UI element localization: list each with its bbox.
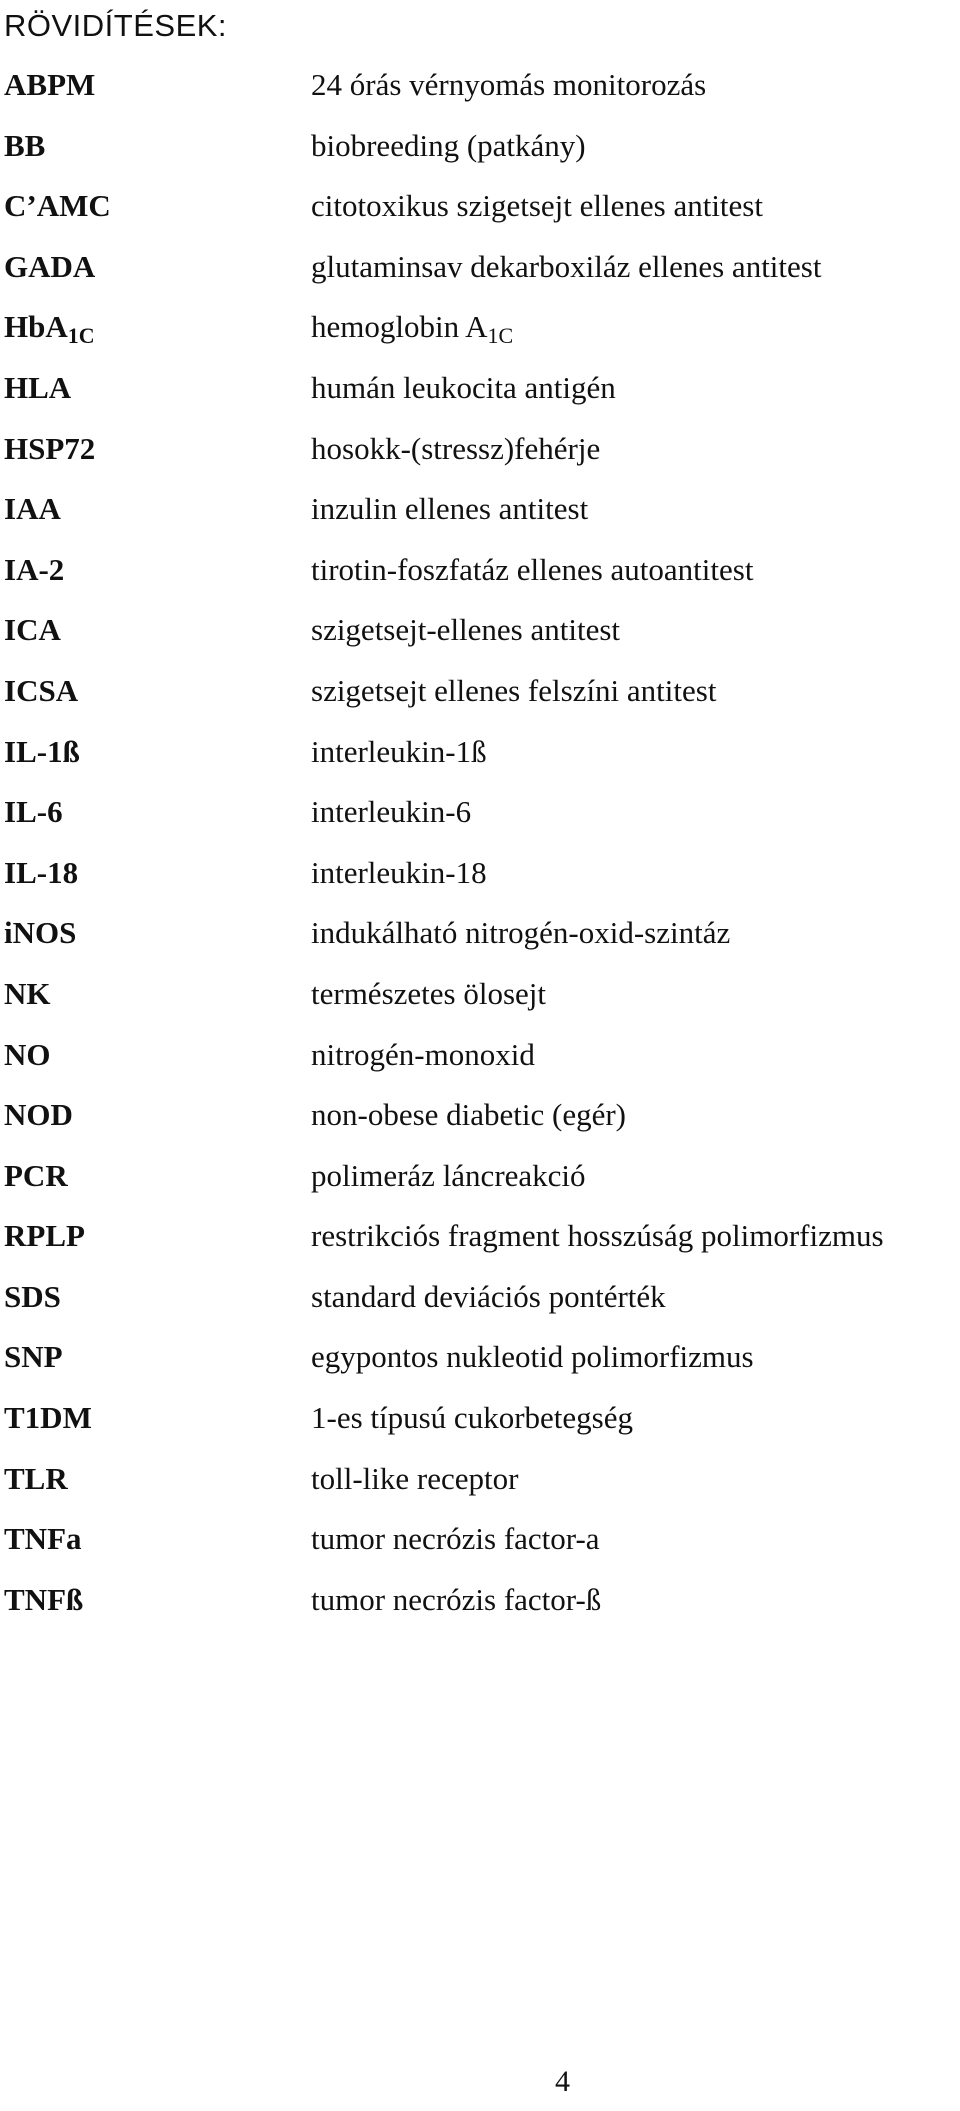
abbreviation-row — [0, 127, 960, 188]
abbreviation-definition: humán leukocita antigén — [311, 369, 616, 405]
abbreviation-definition: indukálható nitrogén-oxid-szintáz — [311, 915, 731, 951]
abbreviation-row — [0, 854, 960, 915]
abbreviation-term: HbA1C — [4, 309, 95, 349]
abbreviation-row — [0, 66, 960, 127]
abbreviation-definition: természetes ölosejt — [311, 975, 546, 1011]
abbreviation-definition: citotoxikus szigetsejt ellenes antitest — [311, 188, 763, 224]
abbreviation-definition: hemoglobin A1C — [311, 309, 514, 349]
abbreviation-row — [0, 1278, 960, 1339]
abbreviation-term: ICSA — [4, 672, 79, 708]
abbreviation-row — [0, 430, 960, 491]
page-number: 4 — [555, 2065, 570, 2098]
abbreviation-definition: restrikciós fragment hosszúság polimorfizmus — [311, 1218, 884, 1254]
abbreviation-row — [0, 611, 960, 672]
abbreviation-definition: interleukin-6 — [311, 794, 472, 830]
abbreviation-definition: glutaminsav dekarboxiláz ellenes antitest — [311, 248, 822, 284]
abbreviation-term: TNFa — [4, 1521, 82, 1557]
abbreviation-term: BB — [4, 127, 46, 163]
abbreviation-term: NK — [4, 975, 51, 1011]
abbreviation-term: PCR — [4, 1157, 68, 1193]
abbreviation-term: ABPM — [4, 67, 96, 102]
abbreviation-term: TLR — [4, 1460, 68, 1496]
subscript: 1C — [487, 323, 514, 349]
abbreviation-row — [0, 1460, 960, 1521]
abbreviation-term: IL-6 — [4, 794, 63, 830]
abbreviation-definition: interleukin-1ß — [311, 733, 487, 769]
abbreviation-definition: nitrogén-monoxid — [311, 1036, 535, 1072]
abbreviation-row — [0, 308, 960, 369]
abbreviation-row — [0, 551, 960, 612]
page-heading: RÖVIDÍTÉSEK: — [4, 8, 228, 43]
abbreviation-row — [0, 1096, 960, 1157]
abbreviation-term: T1DM — [4, 1400, 92, 1436]
abbreviation-definition: szigetsejt ellenes felszíni antitest — [311, 672, 717, 708]
abbreviation-term: IL-1ß — [4, 733, 80, 769]
abbreviation-definition: tumor necrózis factor-ß — [311, 1581, 602, 1617]
abbreviation-term: IL-18 — [4, 854, 79, 890]
abbreviation-row — [0, 187, 960, 248]
abbreviation-row — [0, 1217, 960, 1278]
abbreviation-term: ICA — [4, 612, 61, 648]
abbreviation-definition: 1-es típusú cukorbetegség — [311, 1400, 633, 1436]
abbreviation-term: NO — [4, 1036, 51, 1072]
abbreviation-row — [0, 1338, 960, 1399]
subscript: 1C — [67, 323, 95, 349]
abbreviation-definition: egypontos nukleotid polimorfizmus — [311, 1339, 754, 1375]
abbreviation-row — [0, 1036, 960, 1097]
abbreviation-row — [0, 1581, 960, 1642]
abbreviation-definition: tirotin-foszfatáz ellenes autoantitest — [311, 551, 754, 587]
abbreviation-term: NOD — [4, 1097, 73, 1133]
abbreviation-definition: 24 órás vérnyomás monitorozás — [311, 67, 707, 102]
abbreviation-row — [0, 793, 960, 854]
abbreviation-term: SDS — [4, 1278, 61, 1314]
abbreviation-term: RPLP — [4, 1218, 85, 1254]
abbreviation-definition: inzulin ellenes antitest — [311, 491, 589, 527]
abbreviation-row — [0, 248, 960, 309]
abbreviation-row — [0, 672, 960, 733]
abbreviation-definition: standard deviációs pontérték — [311, 1278, 666, 1314]
abbreviation-definition: hosokk-(stressz)fehérje — [311, 430, 601, 466]
abbreviation-term: TNFß — [4, 1581, 84, 1617]
abbreviation-term: SNP — [4, 1339, 63, 1375]
abbreviation-row — [0, 369, 960, 430]
abbreviation-definition: polimeráz láncreakció — [311, 1157, 586, 1193]
abbreviation-row — [0, 490, 960, 551]
abbreviation-definition: biobreeding (patkány) — [311, 127, 586, 163]
abbreviation-term: HSP72 — [4, 430, 96, 466]
abbreviation-definition: szigetsejt-ellenes antitest — [311, 612, 621, 648]
abbreviation-term: GADA — [4, 248, 96, 284]
abbreviation-definition: toll-like receptor — [311, 1460, 519, 1496]
abbreviation-definition: non-obese diabetic (egér) — [311, 1097, 627, 1133]
abbreviation-definition: tumor necrózis factor-a — [311, 1521, 600, 1557]
abbreviation-row — [0, 1157, 960, 1218]
abbreviation-row — [0, 1520, 960, 1581]
abbreviation-row — [0, 975, 960, 1036]
abbreviation-term: iNOS — [4, 915, 77, 951]
abbreviation-term: HLA — [4, 369, 72, 405]
abbreviation-row — [0, 733, 960, 794]
abbreviation-term: IAA — [4, 491, 61, 527]
abbreviation-row — [0, 914, 960, 975]
abbreviation-definition: interleukin-18 — [311, 854, 487, 890]
abbreviation-term: C’AMC — [4, 188, 111, 224]
abbreviation-term: IA-2 — [4, 551, 65, 587]
abbreviation-list — [0, 66, 960, 1641]
abbreviation-row — [0, 1399, 960, 1460]
